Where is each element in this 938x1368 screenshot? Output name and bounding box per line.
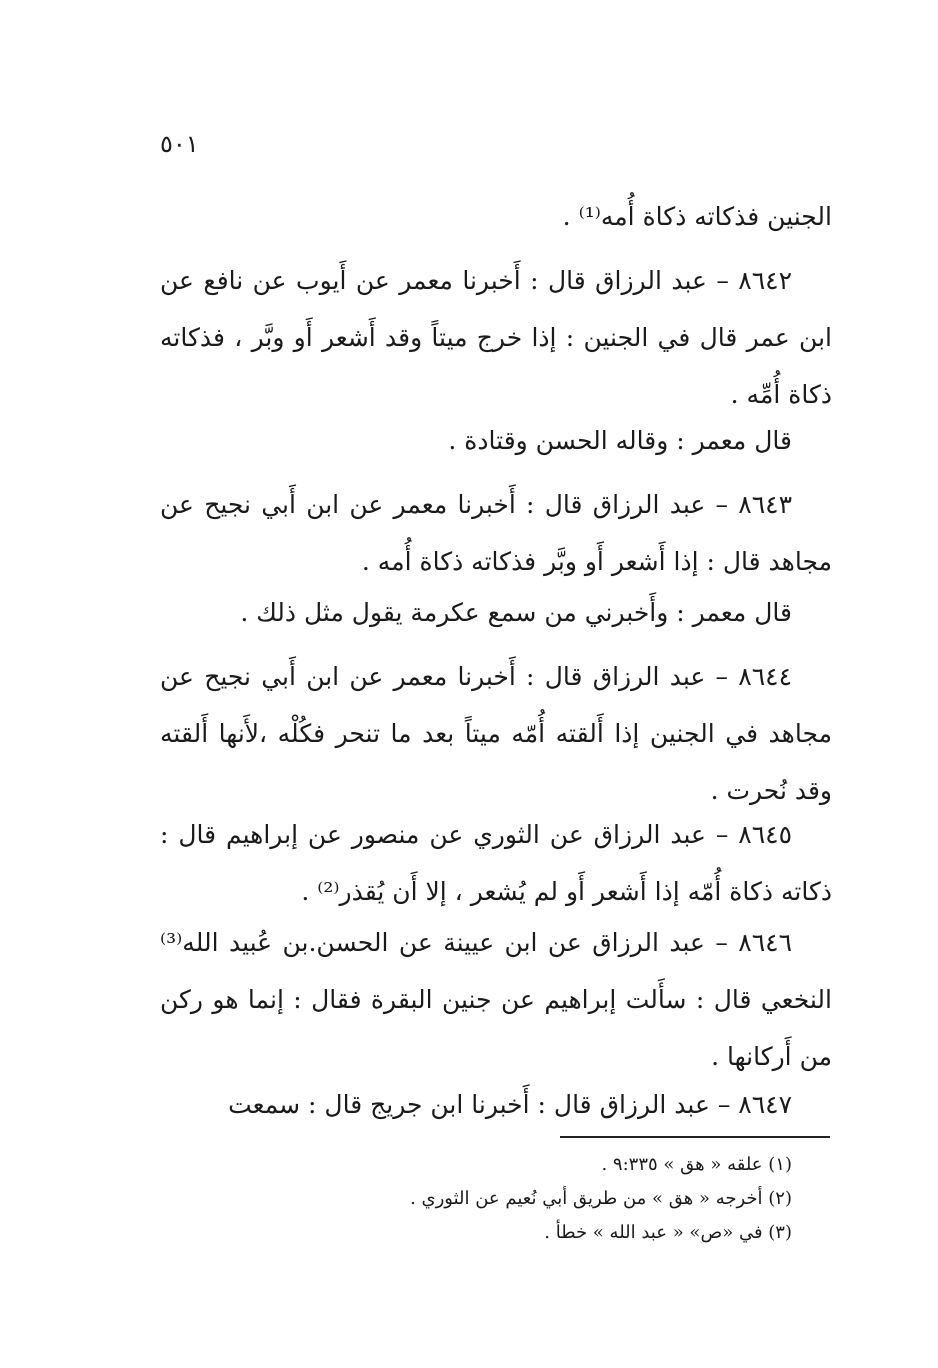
paragraph-continuation: الجنين فذكاته ذكاة أُمه⁽¹⁾ . [562, 202, 832, 231]
note-maamar-1: قال معمر : وقاله الحسن وقتادة . [448, 426, 792, 455]
hadith-8647: ٨٦٤٧ – عبد الرزاق قال : أَخبرنا ابن جريج قال : سمعت [228, 1090, 792, 1119]
hadith-8645: ٨٦٤٥ – عبد الرزاق عن الثوري عن منصور عن إبراهيم قال : ذكاته ذكاة أُمّه إذا أَشعر أَو لم يُشعر ، إلا أَن يُقذر⁽²⁾ . [160, 820, 832, 906]
hadith-8644: ٨٦٤٤ – عبد الرزاق قال : أَخبرنا معمر عن ابن أَبي نجيح عن مجاهد في الجنين إذا أَلقته أُمّه ميتاً بعد ما تنحر فكُلْه ،لأَنها أَلقته وقد نُحرت . [160, 662, 832, 805]
hadith-8646: ٨٦٤٦ – عبد الرزاق عن ابن عيينة عن الحسن.بن عُبيد الله⁽³⁾ النخعي قال : سأَلت إبراهيم عن جنين البقرة فقال : إنما هو ركن من أَركانها . [160, 928, 832, 1071]
footnotes [300, 1148, 792, 1250]
note-maamar-2: قال معمر : وأَخبرني من سمع عكرمة يقول مثل ذلك . [240, 598, 792, 627]
footnote-1: (١) علقه « هق » ٩:٣٣٥ . [601, 1154, 792, 1175]
page-number: ٥٠١ [160, 130, 199, 158]
hadith-8642: ٨٦٤٢ – عبد الرزاق قال : أَخبرنا معمر عن أَيوب عن نافع عن ابن عمر قال في الجنين : إذا خرج ميتاً وقد أَشعر أَو وبَّر ، فذكاته ذكاة أُمِّه . [160, 266, 832, 409]
footnote-3: (٣) في «ص» « عبد الله » خطأ . [544, 1222, 792, 1243]
footnote-divider [560, 1136, 830, 1138]
footnote-2: (٢) أخرجه « هق » من طريق أبي نُعيم عن الثوري . [410, 1188, 792, 1209]
hadith-8643: ٨٦٤٣ – عبد الرزاق قال : أَخبرنا معمر عن ابن أَبي نجيح عن مجاهد قال : إذا أَشعر أَو وبَّر فذكاته ذكاة أُمه . [160, 490, 832, 576]
